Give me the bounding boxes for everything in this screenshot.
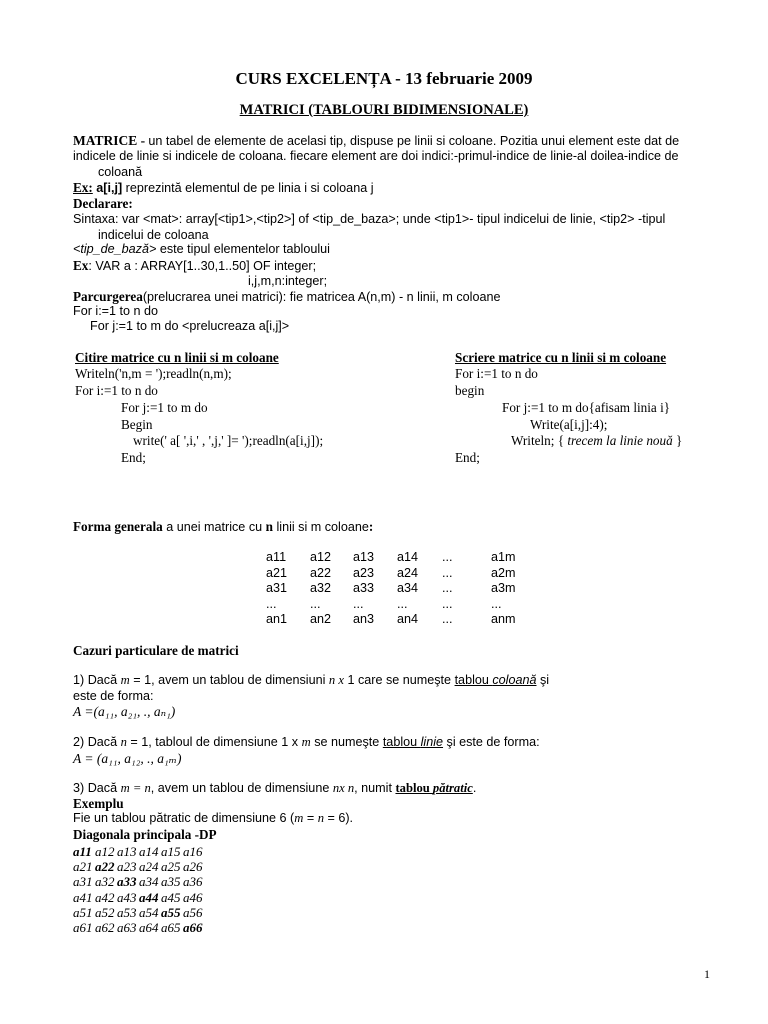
case-2-line	[73, 736, 540, 749]
matrix-cell: a31	[266, 581, 288, 595]
matrix-cell: a21	[73, 859, 93, 875]
case-2-part: = 1, tabloul de dimensiune 1 x	[126, 735, 302, 749]
write-line: begin	[455, 383, 485, 398]
write-line: For j:=1 to m do{afisam linia i}	[502, 400, 671, 415]
case-1-part: tablou	[454, 673, 493, 687]
case-3-part: nx n	[332, 781, 355, 795]
matrice-term: MATRICE -	[73, 133, 146, 148]
case-3-part: m = n	[120, 781, 151, 795]
matrix-cell: a64	[139, 920, 159, 935]
read-line: Begin	[121, 417, 153, 432]
case-1-part: 1) Dacă	[73, 673, 121, 687]
ex-label: Ex:	[73, 180, 93, 195]
writeln-brace: }	[676, 433, 683, 448]
matrix-cell: a33	[353, 581, 375, 595]
base-type-line	[73, 243, 330, 256]
matrix-cell: ...	[491, 596, 502, 611]
case-2-part: linie	[420, 735, 444, 749]
matrix-cell: a45	[161, 889, 181, 905]
matrix-cell: a31	[73, 874, 93, 890]
matrix-cell: a56	[183, 904, 203, 920]
ex2-code-2: i,j,m,n:integer;	[248, 274, 328, 288]
matrix-cell: a16	[183, 844, 203, 859]
loop-line-1: For i:=1 to n do	[73, 304, 159, 318]
matrix-cell: ...	[397, 596, 408, 611]
general-form-line	[73, 520, 373, 534]
matrix-cell: a15	[161, 844, 181, 859]
diagonal-cell: a44	[139, 889, 159, 905]
matrix-cell: ...	[442, 612, 453, 626]
case-1-part: = 1, avem un tablou de dimensiuni	[129, 673, 329, 687]
matrix-cell: ...	[310, 596, 321, 611]
case-3-part: tablou	[395, 781, 433, 795]
read-line: End;	[121, 450, 146, 465]
case-3-part: , numit	[354, 781, 396, 795]
intro-line-1	[73, 134, 679, 148]
matrix-cell: ...	[442, 565, 453, 580]
matrix-cell: a26	[183, 859, 203, 875]
matrix-cell: a23	[353, 565, 375, 580]
write-line: End;	[455, 450, 480, 465]
parcurgere-line	[73, 290, 500, 304]
case-2-part: m	[301, 735, 311, 749]
matrix-cell: a13	[353, 550, 375, 564]
example-heading: Exemplu	[73, 796, 124, 811]
diagonal-cell: a22	[95, 859, 115, 875]
case-1-part: şi	[536, 673, 550, 687]
matrix-cell: a52	[95, 904, 115, 920]
general-form-colon: :	[368, 519, 374, 534]
matrix-cell: a14	[139, 844, 159, 859]
matrix-cell: anm	[491, 612, 516, 626]
case-3-part: pătratic	[432, 781, 473, 795]
intro-line-2: indicele de linie si indicele de coloana. fiecare element are doi indici:-primul-indice de linie-al doilea-indice de	[73, 149, 679, 163]
case-2-part: se numeşte	[310, 735, 383, 749]
matrix-cell: a63	[117, 920, 137, 935]
example-text	[73, 812, 353, 825]
matrix-cell: a34	[397, 581, 419, 595]
case-3-part: 3) Dacă	[73, 781, 121, 795]
general-form-text2: linii si m coloane	[272, 520, 369, 534]
matrix-cell: a42	[95, 889, 115, 905]
page-subtitle: MATRICI (TABLOURI BIDIMENSIONALE)	[239, 102, 529, 118]
example-part: Fie un tablou pătratic de dimensiune 6 (	[73, 811, 295, 825]
example-line	[73, 181, 374, 195]
base-type-rest: este tipul elementelor tabloului	[156, 242, 330, 256]
case-1-line	[73, 674, 549, 687]
matrix-cell: a12	[310, 550, 332, 564]
base-type: <tip_de_bază>	[73, 242, 157, 256]
matrix-cell: a32	[95, 874, 115, 890]
matrix-cell: an3	[353, 612, 375, 626]
case-1-part: coloană	[492, 673, 537, 687]
case-2-part: şi este de forma:	[443, 735, 540, 749]
case-1-formula: A =(a₁₁, a₂₁, ., aₙ₁)	[73, 704, 176, 719]
diagonal-cell: a33	[117, 874, 137, 890]
case-2-part: 2) Dacă	[73, 735, 121, 749]
matrix-cell: a46	[183, 889, 203, 905]
matrix-cell: ...	[266, 596, 277, 611]
example-part: m	[294, 811, 304, 825]
matrix-cell: ...	[442, 550, 453, 564]
matrix-cell: a24	[139, 859, 159, 875]
matrix-cell: a36	[183, 874, 203, 890]
ex2-line	[73, 259, 316, 273]
matrix-cell: a62	[95, 920, 115, 935]
matrix-cell: a24	[397, 565, 419, 580]
matrix-cell: a3m	[491, 581, 516, 595]
intro-text-1: un tabel de elemente de acelasi tip, dispuse pe linii si coloane. Pozitia unui element este dat de	[148, 134, 680, 148]
case-1-part: 1 care se numeşte	[343, 673, 455, 687]
read-line: For j:=1 to m do	[121, 400, 208, 415]
matrix-cell: a12	[95, 844, 115, 859]
syntax-line-2: indicelui de coloana	[98, 228, 209, 242]
write-heading: Scriere matrice cu n linii si m coloane	[455, 350, 667, 365]
matrix-cell: a65	[161, 920, 181, 935]
matrix-cell: an4	[397, 612, 419, 626]
matrix-cell: a35	[161, 874, 181, 890]
general-form-text1: a unei matrice cu	[162, 520, 266, 534]
matrix-cell: a11	[266, 550, 287, 564]
matrix-cell: a61	[73, 920, 93, 935]
page-number: 1	[704, 967, 710, 981]
ex-text: reprezintă elementul de pe linia i si coloana j	[122, 181, 374, 195]
matrix-cell: a32	[310, 581, 332, 595]
ex2-code: : VAR a : ARRAY[1..30,1..50] OF integer;	[88, 259, 317, 273]
matrix-cell: a22	[310, 565, 332, 580]
matrix-cell: ...	[353, 596, 364, 611]
matrix-cell: ...	[442, 596, 453, 611]
matrix-cell: an2	[310, 612, 332, 626]
case-2-part: tablou	[382, 735, 421, 749]
writeln-comment: trecem la linie nouă	[567, 433, 673, 448]
matrix-cell: a21	[266, 565, 288, 580]
write-line: Write(a[i,j]:4);	[530, 417, 608, 432]
matrix-cell: ...	[442, 581, 453, 595]
writeln-code: Writeln; {	[511, 433, 565, 448]
page-title: CURS EXCELENȚA - 13 februarie 2009	[235, 69, 533, 88]
parcurgere-text: (prelucrarea unei matrici): fie matricea A(n,m) - n linii, m coloane	[142, 290, 501, 304]
matrix-cell: an1	[266, 612, 288, 626]
general-form-label: Forma generala	[73, 519, 163, 534]
syntax-line-1: Sintaxa: var <mat>: array[<tip1>,<tip2>] of <tip_de_baza>; unde <tip1>- tipul indicelui de linie, <tip2> -tipul	[73, 212, 666, 226]
case-1-part: n x	[328, 673, 344, 687]
matrix-cell: a23	[117, 859, 137, 875]
matrix-cell: a34	[139, 874, 159, 890]
read-line: For i:=1 to n do	[75, 383, 158, 398]
parcurgere-label: Parcurgerea	[73, 289, 143, 304]
write-line: For i:=1 to n do	[455, 366, 538, 381]
dp-heading: Diagonala principala -DP	[73, 827, 217, 842]
example-part: =	[303, 811, 318, 825]
case-3-part: .	[472, 781, 477, 795]
diagonal-cell: a55	[161, 904, 181, 920]
case-3-line	[73, 782, 476, 795]
ex2-label: Ex	[73, 258, 89, 273]
matrix-cell: a43	[117, 889, 137, 905]
case-1-line-2: este de forma:	[73, 689, 154, 703]
ex-code: a[i,j]	[92, 181, 123, 195]
general-form-n: n	[265, 519, 273, 534]
case-2-formula: A = (a₁₁, a₁₂, ., a₁ₘ)	[73, 751, 182, 766]
example-part: = 6).	[324, 811, 354, 825]
matrix-cell: a13	[117, 844, 137, 859]
matrix-cell: a25	[161, 859, 181, 875]
read-line: Writeln('n,m = ');readln(n,m);	[75, 366, 232, 381]
matrix-cell: a53	[117, 904, 137, 920]
read-line: write(' a[ ',i,' , ',j,' ]= ');readln(a[i,j]);	[133, 433, 324, 448]
matrix-cell: a54	[139, 904, 159, 920]
matrix-cell: a1m	[491, 550, 516, 564]
case-1-part: m	[120, 673, 130, 687]
read-heading: Citire matrice cu n linii si m coloane	[75, 350, 279, 365]
matrix-cell: a2m	[491, 565, 516, 580]
loop-line-2: For j:=1 to m do <prelucreaza a[i,j]>	[90, 319, 290, 333]
diagonal-cell: a66	[183, 920, 203, 935]
matrix-cell: a51	[73, 904, 93, 920]
cases-heading: Cazuri particulare de matrici	[73, 643, 239, 658]
matrix-cell: a14	[397, 550, 419, 564]
intro-line-3: coloană	[98, 165, 143, 179]
example-part: n	[317, 811, 324, 825]
case-2-part: n	[120, 735, 127, 749]
declarare-heading: Declarare:	[73, 196, 133, 211]
diagonal-cell: a11	[73, 844, 92, 859]
write-line	[511, 434, 682, 447]
case-3-part: , avem un tablou de dimensiune	[150, 781, 333, 795]
matrix-cell: a41	[73, 889, 93, 905]
